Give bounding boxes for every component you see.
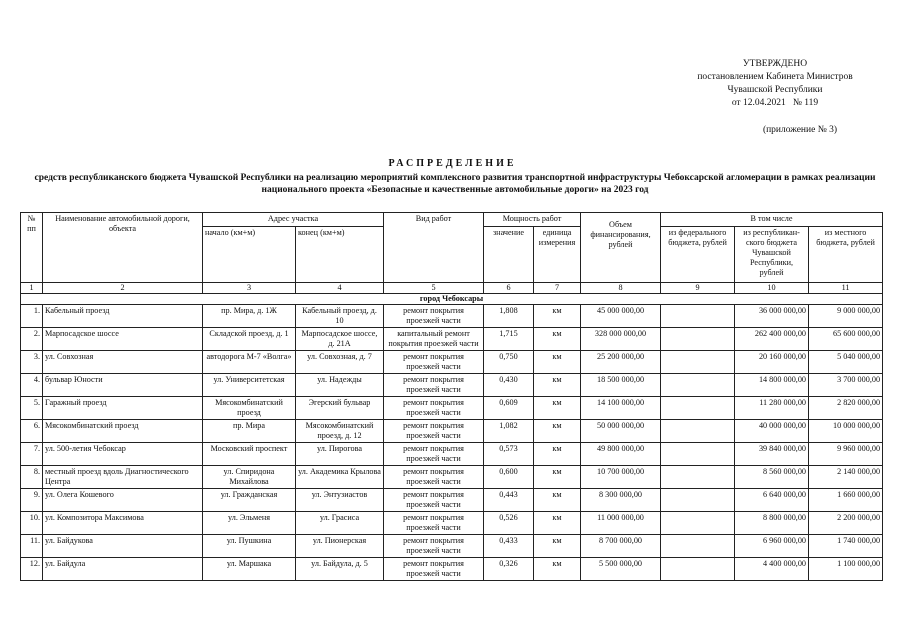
funding-federal xyxy=(661,420,735,443)
work-type: ремонт покрытия проезжей части xyxy=(384,489,484,512)
funding-republic: 6 640 000,00 xyxy=(735,489,809,512)
capacity-value: 0,573 xyxy=(484,443,534,466)
capacity-value: 0,433 xyxy=(484,535,534,558)
address-start: Московский проспект xyxy=(203,443,296,466)
funding-local: 1 740 000,00 xyxy=(809,535,883,558)
funding-total: 8 300 000,00 xyxy=(581,489,661,512)
row-number: 2. xyxy=(21,328,43,351)
road-name: ул. Олега Кошевого xyxy=(43,489,203,512)
funding-federal xyxy=(661,443,735,466)
funding-total: 49 800 000,00 xyxy=(581,443,661,466)
capacity-unit: км xyxy=(534,466,581,489)
funding-total: 5 500 000,00 xyxy=(581,558,661,581)
capacity-value: 0,600 xyxy=(484,466,534,489)
funding-local: 1 100 000,00 xyxy=(809,558,883,581)
funding-federal xyxy=(661,397,735,420)
funding-republic: 11 280 000,00 xyxy=(735,397,809,420)
city-row xyxy=(21,294,883,305)
funding-republic: 8 800 000,00 xyxy=(735,512,809,535)
appendix-note: (приложение № 3) xyxy=(762,125,838,135)
capacity-unit: км xyxy=(534,535,581,558)
header-federal: из федерального бюджета, рублей xyxy=(661,227,735,283)
funding-federal xyxy=(661,351,735,374)
row-number: 11. xyxy=(21,535,43,558)
address-start: пр. Мира, д. 1Ж xyxy=(203,305,296,328)
row-number: 4. xyxy=(21,374,43,397)
address-end: ул. Пионерская xyxy=(296,535,384,558)
col-num: 11 xyxy=(809,283,883,294)
header-value: значение xyxy=(484,227,534,283)
work-type: ремонт покрытия проезжей части xyxy=(384,305,484,328)
address-end: ул. Энтузиастов xyxy=(296,489,384,512)
address-start: ул. Эльменя xyxy=(203,512,296,535)
work-type: ремонт покрытия проезжей части xyxy=(384,466,484,489)
road-name: ул. Байдула xyxy=(43,558,203,581)
capacity-unit: км xyxy=(534,512,581,535)
address-end: ул. Пирогова xyxy=(296,443,384,466)
capacity-unit: км xyxy=(534,489,581,512)
funding-local: 65 600 000,00 xyxy=(809,328,883,351)
funding-republic: 20 160 000,00 xyxy=(735,351,809,374)
address-end: Марпосадское шоссе, д. 21А xyxy=(296,328,384,351)
address-start: ул. Гражданская xyxy=(203,489,296,512)
funding-local: 2 140 000,00 xyxy=(809,466,883,489)
header-republic: из республикан-ского бюджета Чувашской Республики, рублей xyxy=(735,227,809,283)
table-body xyxy=(21,283,883,581)
funding-republic: 40 000 000,00 xyxy=(735,420,809,443)
road-name: Кабельный проезд xyxy=(43,305,203,328)
funding-local: 2 820 000,00 xyxy=(809,397,883,420)
road-name: ул. Совхозная xyxy=(43,351,203,374)
table-row xyxy=(21,535,883,558)
funding-federal xyxy=(661,466,735,489)
funding-republic: 14 800 000,00 xyxy=(735,374,809,397)
capacity-value: 1,715 xyxy=(484,328,534,351)
address-start: ул. Маршака xyxy=(203,558,296,581)
funding-federal xyxy=(661,535,735,558)
address-start: Мясокомбинатский проезд xyxy=(203,397,296,420)
road-name: местный проезд вдоль Диагностического Центра xyxy=(43,466,203,489)
col-num: 7 xyxy=(534,283,581,294)
capacity-unit: км xyxy=(534,374,581,397)
address-end: ул. Надежды xyxy=(296,374,384,397)
funding-federal xyxy=(661,558,735,581)
funding-local: 5 040 000,00 xyxy=(809,351,883,374)
funding-local: 9 960 000,00 xyxy=(809,443,883,466)
capacity-value: 1,808 xyxy=(484,305,534,328)
approval-line-1: УТВЕРЖДЕНО xyxy=(742,59,808,69)
address-start: ул. Спиридона Михайлова xyxy=(203,466,296,489)
header-unit: единица измерения xyxy=(534,227,581,283)
capacity-value: 0,443 xyxy=(484,489,534,512)
row-number: 3. xyxy=(21,351,43,374)
funding-republic: 8 560 000,00 xyxy=(735,466,809,489)
funding-local: 3 700 000,00 xyxy=(809,374,883,397)
col-num: 9 xyxy=(661,283,735,294)
funding-total: 10 700 000,00 xyxy=(581,466,661,489)
funding-federal xyxy=(661,305,735,328)
work-type: капитальный ремонт покрытия проезжей части xyxy=(384,328,484,351)
capacity-value: 0,430 xyxy=(484,374,534,397)
header-local: из местного бюджета, рублей xyxy=(809,227,883,283)
header-work: Вид работ xyxy=(384,213,484,283)
road-name: бульвар Юности xyxy=(43,374,203,397)
work-type: ремонт покрытия проезжей части xyxy=(384,558,484,581)
funding-local: 10 000 000,00 xyxy=(809,420,883,443)
funding-federal xyxy=(661,374,735,397)
col-num: 4 xyxy=(296,283,384,294)
row-number: 12. xyxy=(21,558,43,581)
city-name: город Чебоксары xyxy=(21,294,883,305)
capacity-value: 0,526 xyxy=(484,512,534,535)
work-type: ремонт покрытия проезжей части xyxy=(384,397,484,420)
capacity-value: 0,609 xyxy=(484,397,534,420)
table-row xyxy=(21,420,883,443)
approval-line-2: постановлением Кабинета Министров xyxy=(697,72,853,82)
row-number: 6. xyxy=(21,420,43,443)
funding-total: 45 000 000,00 xyxy=(581,305,661,328)
road-name: Марпосадское шоссе xyxy=(43,328,203,351)
approval-stamp xyxy=(650,58,900,110)
row-number: 1. xyxy=(21,305,43,328)
work-type: ремонт покрытия проезжей части xyxy=(384,374,484,397)
row-number: 8. xyxy=(21,466,43,489)
funding-total: 25 200 000,00 xyxy=(581,351,661,374)
table-row xyxy=(21,351,883,374)
header-including: В том числе xyxy=(661,213,883,227)
funding-federal xyxy=(661,512,735,535)
col-num: 2 xyxy=(43,283,203,294)
funding-total: 14 100 000,00 xyxy=(581,397,661,420)
address-end: ул. Совхозная, д. 7 xyxy=(296,351,384,374)
table-row xyxy=(21,489,883,512)
col-num: 1 xyxy=(21,283,43,294)
capacity-unit: км xyxy=(534,397,581,420)
address-end: ул. Байдула, д. 5 xyxy=(296,558,384,581)
col-num: 3 xyxy=(203,283,296,294)
header-num: № пп xyxy=(21,213,43,283)
document-title: РАСПРЕДЕЛЕНИЕ xyxy=(388,158,517,169)
capacity-unit: км xyxy=(534,420,581,443)
row-number: 7. xyxy=(21,443,43,466)
address-end: Мясокомбинатский проезд, д. 12 xyxy=(296,420,384,443)
road-name: ул. Композитора Максимова xyxy=(43,512,203,535)
funding-total: 8 700 000,00 xyxy=(581,535,661,558)
address-start: пр. Мира xyxy=(203,420,296,443)
address-end: ул. Академика Крылова xyxy=(296,466,384,489)
funding-republic: 39 840 000,00 xyxy=(735,443,809,466)
funding-republic: 6 960 000,00 xyxy=(735,535,809,558)
col-num: 6 xyxy=(484,283,534,294)
column-number-row xyxy=(21,283,883,294)
capacity-value: 0,326 xyxy=(484,558,534,581)
work-type: ремонт покрытия проезжей части xyxy=(384,512,484,535)
funding-total: 11 000 000,00 xyxy=(581,512,661,535)
funding-total: 18 500 000,00 xyxy=(581,374,661,397)
capacity-unit: км xyxy=(534,351,581,374)
row-number: 5. xyxy=(21,397,43,420)
road-name: ул. 500-летия Чебоксар xyxy=(43,443,203,466)
address-start: Складской проезд, д. 1 xyxy=(203,328,296,351)
row-number: 10. xyxy=(21,512,43,535)
address-end: Кабельный проезд, д. 10 xyxy=(296,305,384,328)
distribution-table xyxy=(20,212,883,581)
address-start: автодорога М-7 «Волга» xyxy=(203,351,296,374)
work-type: ремонт покрытия проезжей части xyxy=(384,535,484,558)
capacity-value: 0,750 xyxy=(484,351,534,374)
funding-local: 2 200 000,00 xyxy=(809,512,883,535)
funding-local: 9 000 000,00 xyxy=(809,305,883,328)
header-capacity: Мощность работ xyxy=(484,213,581,227)
funding-total: 328 000 000,00 xyxy=(581,328,661,351)
header-funding xyxy=(581,213,661,283)
table-row xyxy=(21,328,883,351)
funding-republic: 262 400 000,00 xyxy=(735,328,809,351)
funding-federal xyxy=(661,328,735,351)
row-number: 9. xyxy=(21,489,43,512)
address-start: ул. Университетская xyxy=(203,374,296,397)
address-end: ул. Грасиса xyxy=(296,512,384,535)
funding-federal xyxy=(661,489,735,512)
funding-republic: 36 000 000,00 xyxy=(735,305,809,328)
capacity-unit: км xyxy=(534,305,581,328)
work-type: ремонт покрытия проезжей части xyxy=(384,420,484,443)
road-name: Мясокомбинатский проезд xyxy=(43,420,203,443)
header-start: начало (км+м) xyxy=(203,227,296,283)
approval-line-3: Чувашской Республики xyxy=(727,85,823,95)
funding-local: 1 660 000,00 xyxy=(809,489,883,512)
table-row xyxy=(21,558,883,581)
table-row xyxy=(21,443,883,466)
approval-line-4: от 12.04.2021 № 119 xyxy=(731,98,819,108)
header-end: конец (км+м) xyxy=(296,227,384,283)
col-num: 8 xyxy=(581,283,661,294)
header-address: Адрес участка xyxy=(203,213,384,227)
work-type: ремонт покрытия проезжей части xyxy=(384,351,484,374)
funding-total: 50 000 000,00 xyxy=(581,420,661,443)
capacity-unit: км xyxy=(534,328,581,351)
address-end: Эгерский бульвар xyxy=(296,397,384,420)
work-type: ремонт покрытия проезжей части xyxy=(384,443,484,466)
header-funding-label: Объем финансирования, рублей xyxy=(590,220,651,249)
funding-republic: 4 400 000,00 xyxy=(735,558,809,581)
capacity-unit: км xyxy=(534,443,581,466)
capacity-value: 1,082 xyxy=(484,420,534,443)
table-row xyxy=(21,305,883,328)
document-subtitle: средств республиканского бюджета Чувашской Республики на реализацию мероприятий комплексного развития транспортной инфраструктуры Чебоксарской агломерации в рамках реализации национального проекта «Безопасные и качественные автомобильные дороги» на 2023 год xyxy=(34,173,876,195)
table-row xyxy=(21,397,883,420)
table-row xyxy=(21,374,883,397)
col-num: 10 xyxy=(735,283,809,294)
table-row xyxy=(21,466,883,489)
header-name: Наименование автомобильной дороги, объекта xyxy=(43,213,203,283)
table-row xyxy=(21,512,883,535)
capacity-unit: км xyxy=(534,558,581,581)
address-start: ул. Пушкина xyxy=(203,535,296,558)
col-num: 5 xyxy=(384,283,484,294)
road-name: ул. Байдукова xyxy=(43,535,203,558)
road-name: Гаражный проезд xyxy=(43,397,203,420)
